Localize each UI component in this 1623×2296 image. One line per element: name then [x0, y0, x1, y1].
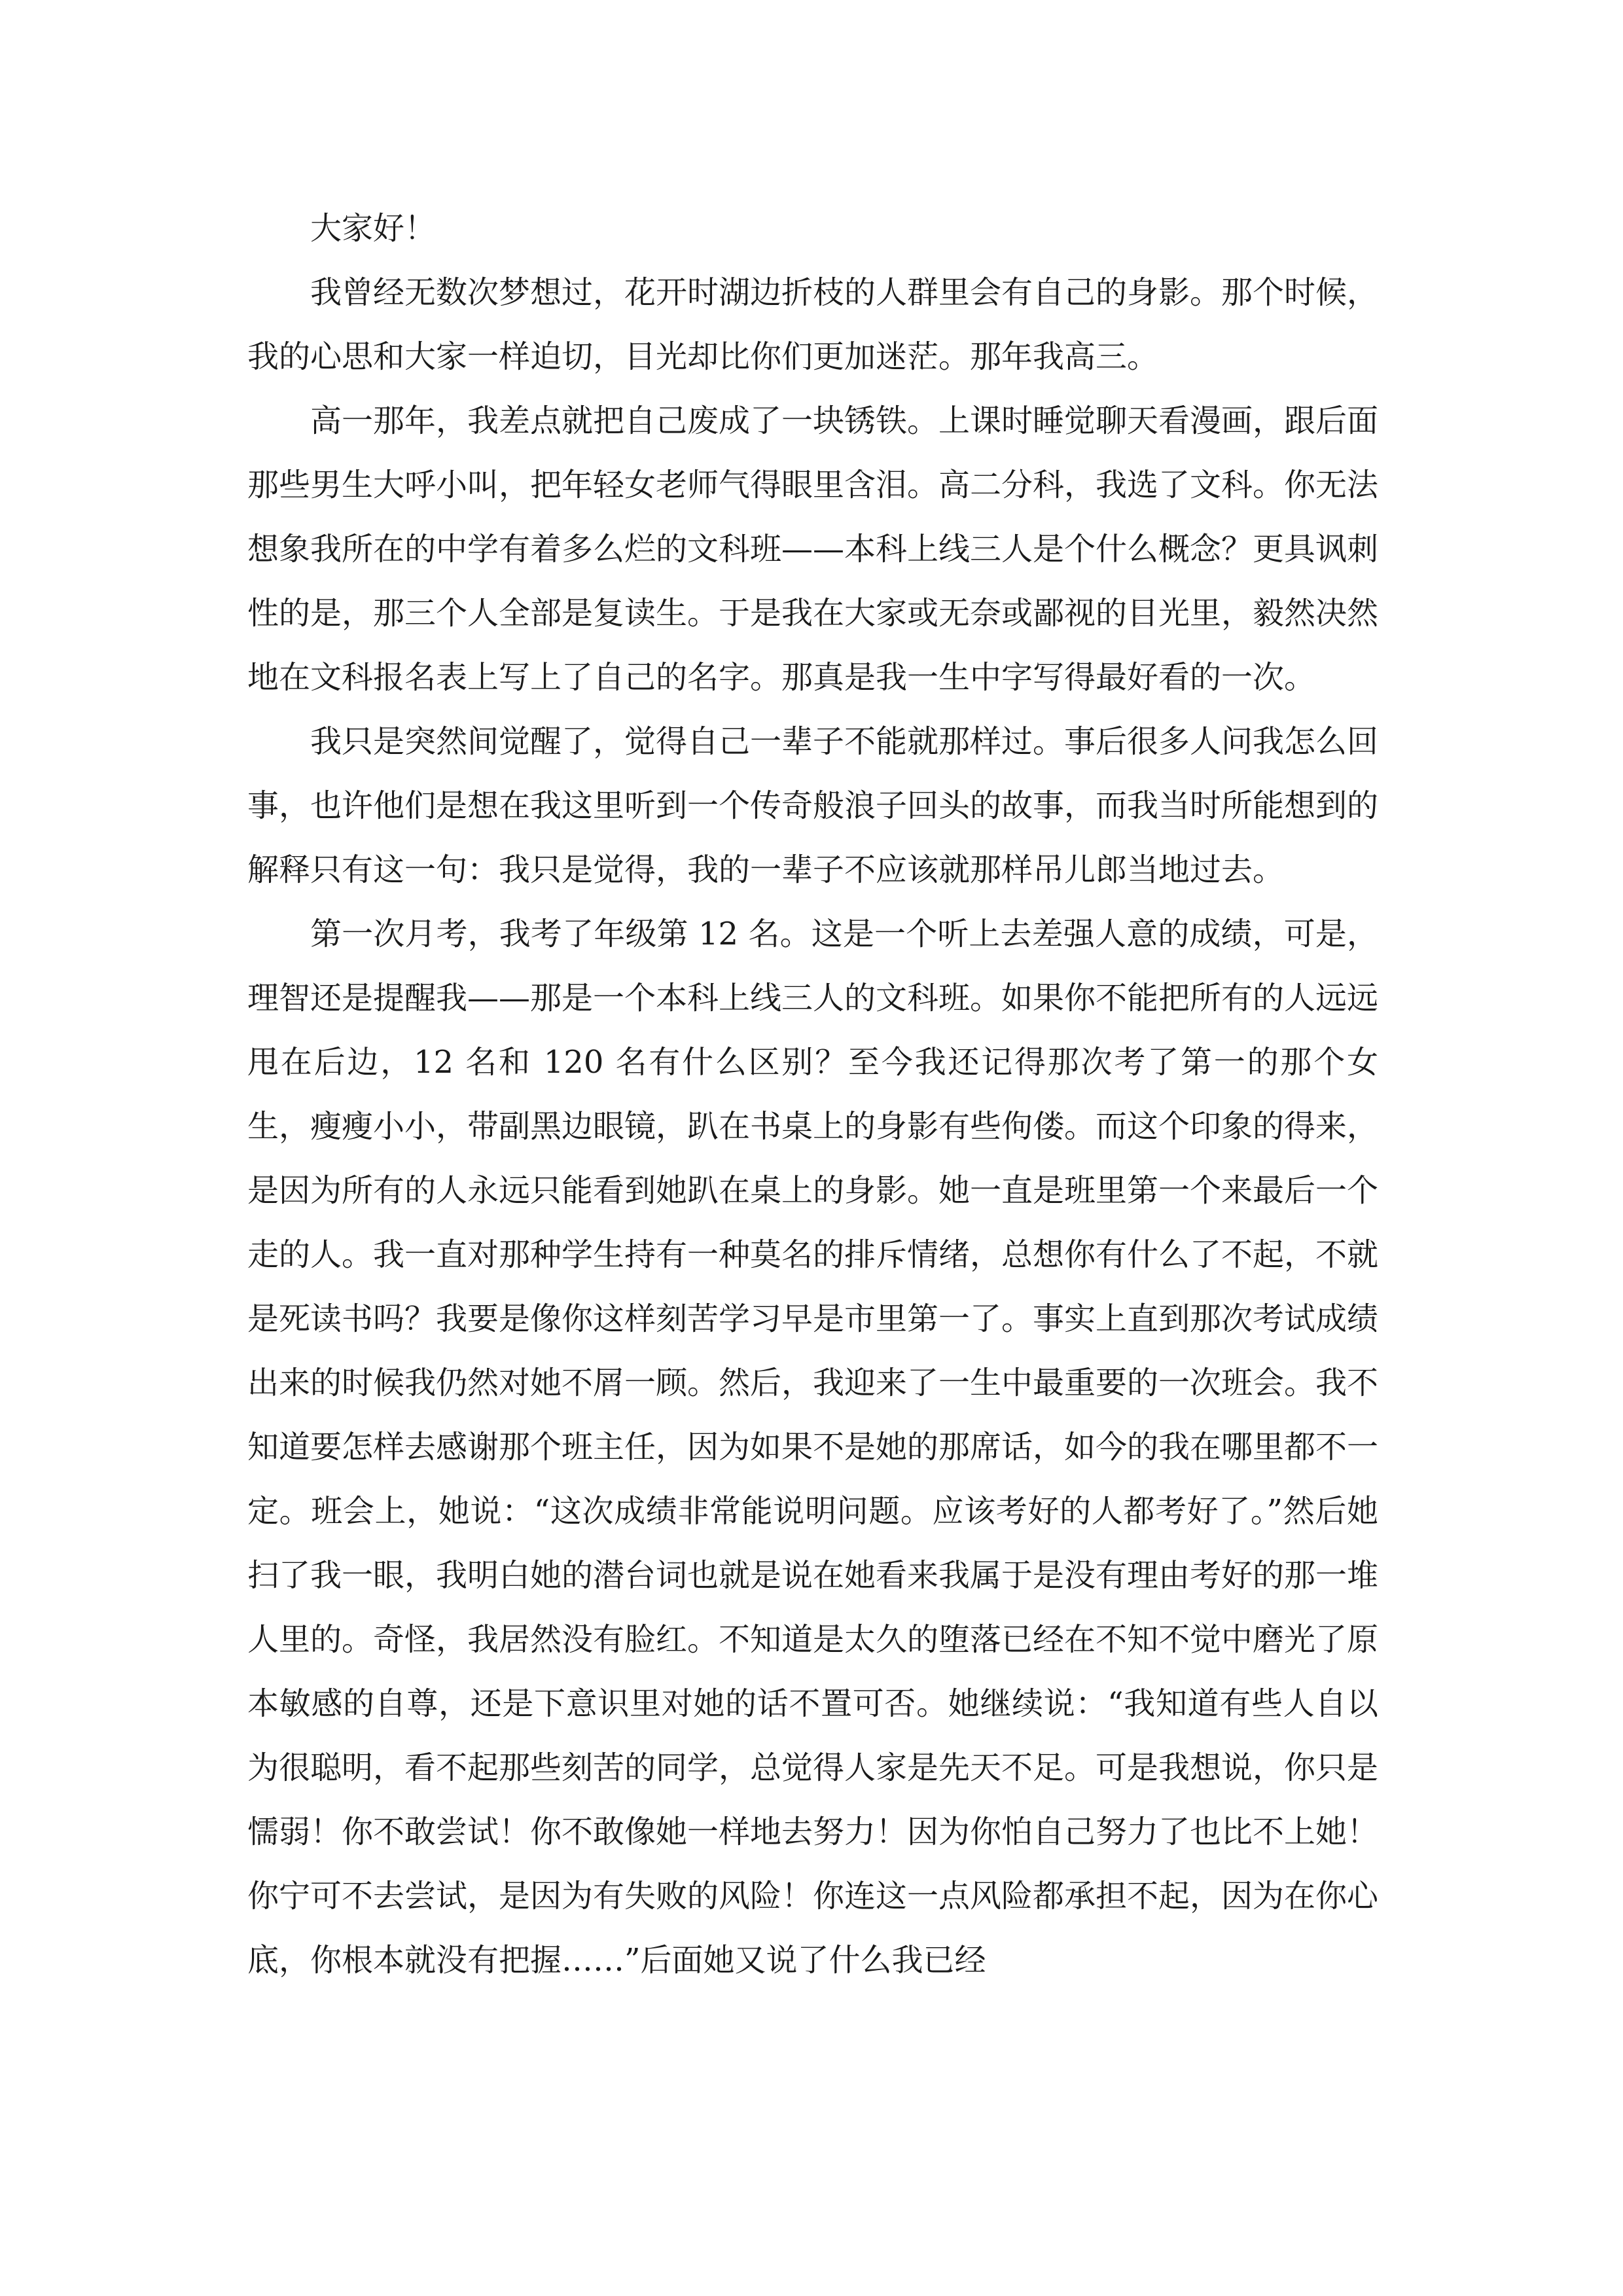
paragraph-awakening: 我只是突然间觉醒了，觉得自己一辈子不能就那样过。事后很多人问我怎么回事，也许他们是想在我这里听到一个传奇般浪子回头的故事，而我当时所能想到的解释只有这一句：我只是觉得，我的一辈子不应该就那样吊儿郎当地过去。: [247, 723, 1379, 888]
document-body: [247, 196, 1378, 1992]
paragraph-greeting: 大家好！: [310, 210, 437, 247]
paragraph-dream: 我曾经无数次梦想过，花开时湖边折枝的人群里会有自己的身影。那个时候，我的心思和大家一样迫切，目光却比你们更加迷茫。那年我高三。: [247, 274, 1379, 375]
paragraph-monthly-exam: 第一次月考，我考了年级第 12 名。这是一个听上去差强人意的成绩，可是，理智还是提醒我——那是一个本科上线三人的文科班。如果你不能把所有的人远远甩在后边，12 名和 120 名有什么区别？至今我还记得那次考了第一的那个女生，瘦瘦小小，带副黑边眼镜，趴在书桌上的身影有些佝偻。而这个印象的得来，是因为所有的人永远只能看到她趴在桌上的身影。她一直是班里第一个来最后一个走的人。我一直对那种学生持有一种莫名的排斥情绪，总想你有什么了不起，不就是死读书吗？我要是像你这样刻苦学习早是市里第一了。事实上直到那次考试成绩出来的时候我仍然对她不屑一顾。然后，我迎来了一生中最重要的一次班会。我不知道要怎样去感谢那个班主任，因为如果不是她的那席话，如今的我在哪里都不一定。班会上，她说：“这次成绩非常能说明问题。应该考好的人都考好了。”然后她扫了我一眼，我明白她的潜台词也就是说在她看来我属于是没有理由考好的那一堆人里的。奇怪，我居然没有脸红。不知道是太久的堕落已经在不知不觉中磨光了原本敏感的自尊，还是下意识里对她的话不置可否。她继续说：“我知道有些人自以为很聪明，看不起那些刻苦的同学，总觉得人家是先天不足。可是我想说，你只是懦弱！你不敢尝试！你不敢像她一样地去努力！因为你怕自己努力了也比不上她！你宁可不去尝试，是因为有失败的风险！你连这一点风险都承担不起，因为在你心底，你根本就没有把握……”后面她又说了什么我已经: [247, 916, 1379, 1979]
paragraph-first-year: 高一那年，我差点就把自己废成了一块锈铁。上课时睡觉聊天看漫画，跟后面那些男生大呼小叫，把年轻女老师气得眼里含泪。高二分科，我选了文科。你无法想象我所在的中学有着多么烂的文科班——本科上线三人是个什么概念？更具讽刺性的是，那三个人全部是复读生。于是我在大家或无奈或鄙视的目光里，毅然决然地在文科报名表上写上了自己的名字。那真是我一生中字写得最好看的一次。: [247, 403, 1379, 696]
